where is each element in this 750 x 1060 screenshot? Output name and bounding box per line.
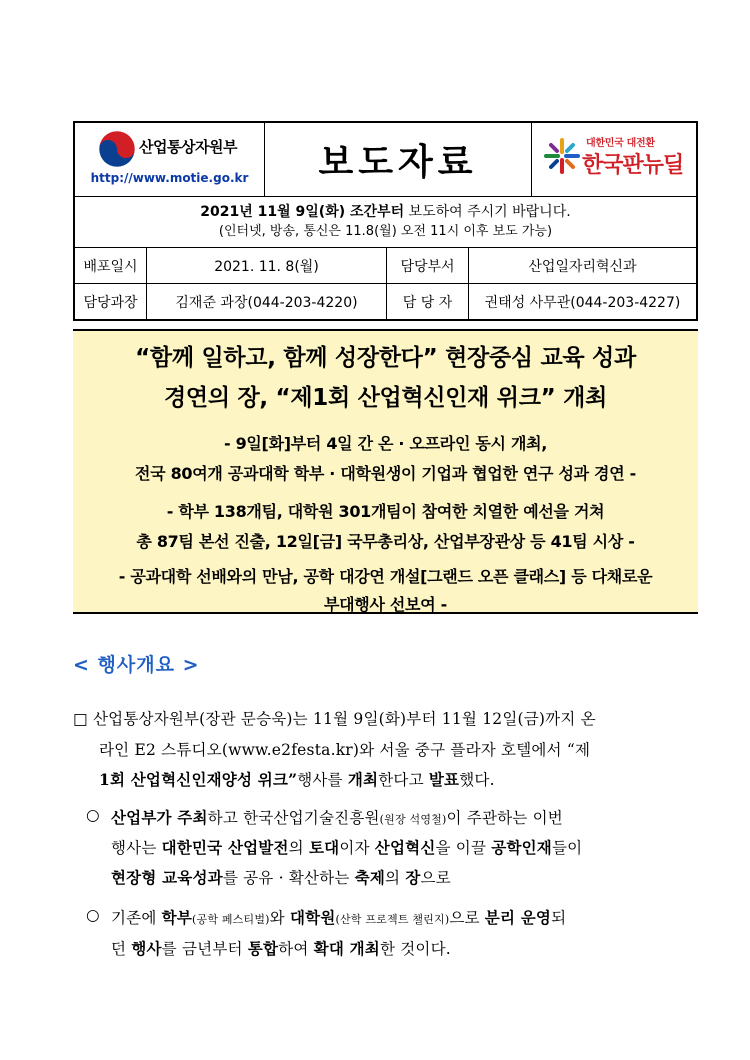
headline-line-2: 경연의 장, “제1회 산업혁신인재 위크” 개최 (164, 385, 607, 411)
event-name: 1회 산업혁신인재양성 위크” (99, 770, 298, 789)
subheadline-3a: - 공과대학 선배와의 만남, 공학 대강연 개설[그랜드 오픈 클래스] 등 다채로운 (118, 567, 653, 586)
subheadline-3b: 부대행사 선보여 - (324, 595, 447, 614)
paragraph-2-line-2: 행사는 대한민국 산업발전의 토대이자 산업혁신을 이끌 공학인재들이 (111, 838, 583, 857)
dept-label: 담당부서 (387, 248, 469, 283)
embargo-notice (75, 197, 696, 248)
embargo-note: (인터넷, 방송, 통신은 11.8(월) 오전 11시 이후 보도 가능) (218, 224, 553, 239)
release-label: 배포일시 (75, 248, 147, 283)
subheadline-2a: - 학부 138개팀, 대학원 301개팀이 참여한 치열한 예선을 거쳐 (166, 502, 605, 521)
bullet-2: ○ (86, 806, 100, 824)
paragraph-1-line-3: 1회 산업혁신인재양성 위크”행사를 개최한다고 발표했다. (99, 770, 495, 789)
newdeal-name: 한국판뉴딜 (582, 153, 684, 178)
subheadline-1b: 전국 80여개 공과대학 학부 · 대학원생이 기업과 협업한 연구 성과 경연 - (135, 464, 636, 483)
ministry-logo (75, 123, 265, 196)
dept-value: 산업일자리혁신과 (528, 258, 637, 275)
paragraph-1-line-1: □ 산업통상자원부(장관 문승욱)는 11월 9일(화)부터 11월 12일(금)까지 온 (73, 710, 596, 728)
release-date: 2021. 11. 8(월) (147, 248, 387, 283)
section-title: < 행사개요 > (73, 654, 200, 676)
paragraph-2-line-1: 산업부가 주최하고 한국산업기술진흥원(원장 석영철)이 주관하는 이번 (111, 808, 563, 827)
subheadline-1a: - 9일[화]부터 4일 간 온 · 오프라인 동시 개최, (223, 434, 548, 453)
ministry-url-link[interactable]: http://www.motie.go.kr (90, 171, 249, 185)
subheadline-2b: 총 87팀 본선 진출, 12일[금] 국무총리상, 산업부장관상 등 41팀 시상 - (136, 532, 635, 551)
manager-value: 김재준 과장(044-203-4220) (147, 284, 387, 319)
bullet-3: ○ (86, 906, 100, 924)
headline-line-1: “함께 일하고, 함께 성장한다” 현장중심 교육 성과 (135, 345, 636, 371)
paragraph-3-line-1: 기존에 학부(공학 페스티벌)와 대학원(산학 프로젝트 챌린지)으로 분리 운영되 (111, 908, 567, 927)
header-top-row (75, 123, 696, 197)
release-row (75, 248, 696, 283)
ministry-name: 산업통상자원부 (139, 138, 237, 156)
paragraph-2-line-3: 현장형 교육성과를 공유 · 확산하는 축제의 장으로 (111, 868, 451, 887)
embargo-date: 2021년 11월 9일(화) 조간부터 (200, 204, 405, 220)
document-title: 보도자료 (318, 142, 478, 183)
embargo-text: 보도하여 주시기 바랍니다. (404, 204, 571, 220)
newdeal-logo (531, 123, 696, 196)
staff-value: 권태성 사무관(044-203-4227) (484, 294, 681, 311)
contact-row (75, 283, 696, 319)
paragraph-1-line-2: 라인 E2 스튜디오(www.e2festa.kr)와 서울 중구 플라자 호텔에서 “제 (99, 741, 591, 759)
paragraph-3-line-2: 던 행사를 금년부터 통합하여 확대 개최한 것이다. (111, 939, 451, 958)
staff-label: 담 당 자 (387, 284, 469, 319)
taegeuk-emblem-icon (97, 129, 137, 169)
newdeal-star-icon (543, 137, 581, 175)
press-header-table (73, 121, 698, 321)
newdeal-tagline: 대한민국 대전환 (586, 138, 655, 149)
manager-label: 담당과장 (75, 284, 147, 319)
headline-box (73, 329, 698, 614)
